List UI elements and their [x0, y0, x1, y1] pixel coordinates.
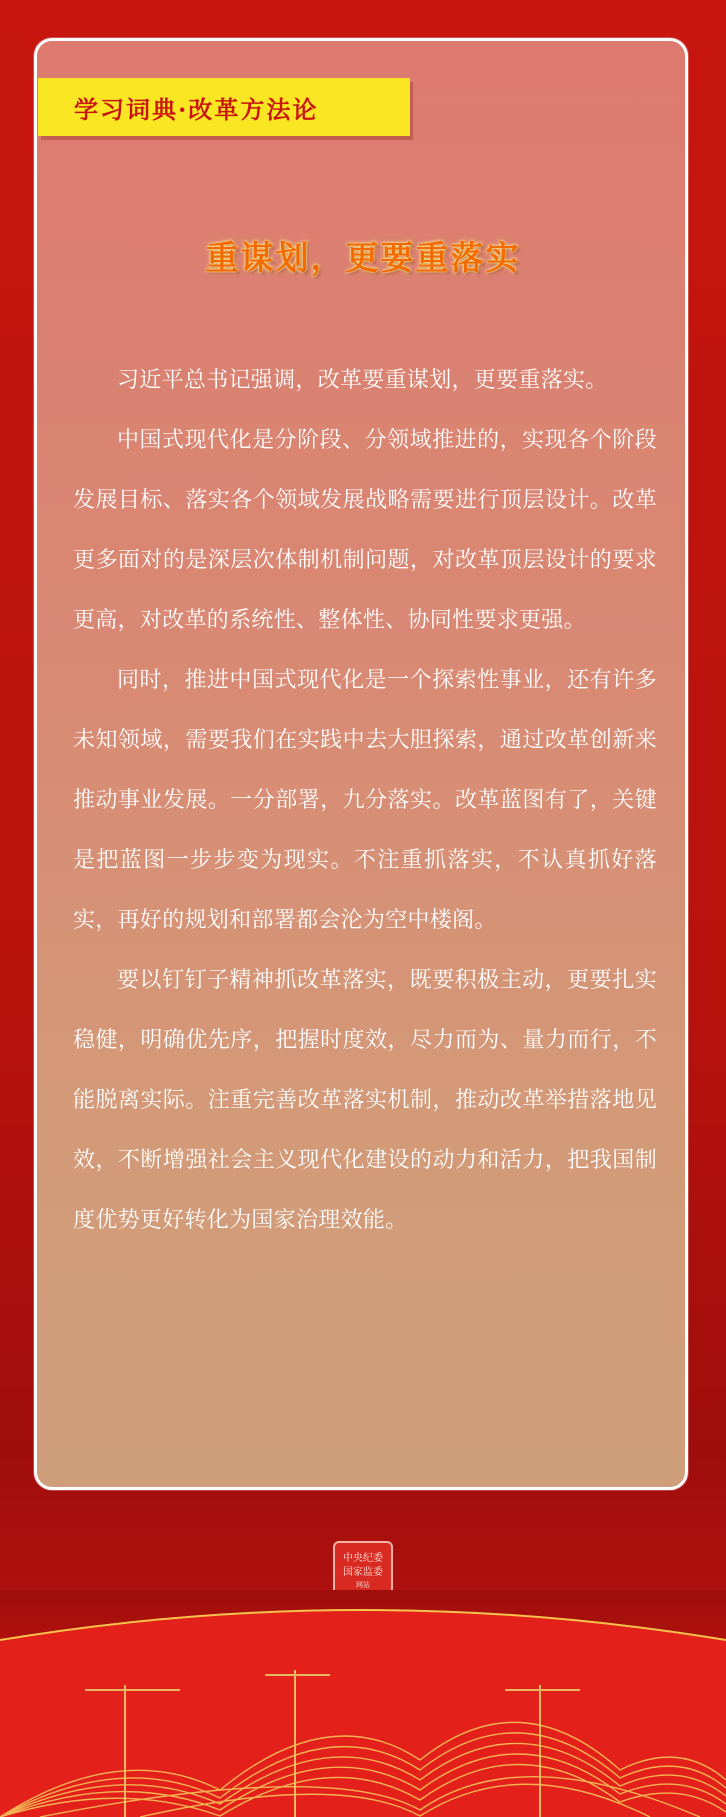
article-paragraph: 同时，推进中国式现代化是一个探索性事业，还有许多未知领域，需要我们在实践中去大胆探索，通过改革创新来推动事业发展。一分部署，九分落实。改革蓝图有了，关键是把蓝图一步步变为现实。不注重抓落实，不认真抓好落实，再好的规划和部署都会沦为空中楼阁。 — [73, 668, 657, 933]
article-paragraph: 要以钉钉子精神抓改革落实，既要积极主动，更要扎实稳健，明确优先序，把握时度效，尽力而为、量力而行，不能脱离实际。注重完善改革落实机制，推动改革举措落地见效，不断增强社会主义现代化建设的动力和活力，把我国制度优势更好转化为国家治理效能。 — [73, 968, 657, 1233]
section-tag — [38, 78, 410, 136]
article-paragraph: 习近平总书记强调，改革要重谋划，更要重落实。 — [117, 368, 608, 393]
section-tag-label: 学习词典·改革方法论 — [74, 94, 319, 124]
article-paragraph: 中国式现代化是分阶段、分领域推进的，实现各个阶段发展目标、落实各个领域发展战略需要进行顶层设计。改革更多面对的是深层次体制机制问题，对改革顶层设计的要求更高，对改革的系统性、整体性、协同性要求更强。 — [73, 428, 657, 633]
article-title: 重谋划，更要重落实 — [205, 238, 521, 277]
logo-line: 国家监委 — [343, 1567, 383, 1578]
logo-line: 网站 — [356, 1581, 370, 1589]
article-body — [73, 351, 657, 1251]
decorative-mountains-illustration — [0, 1590, 726, 1817]
logo-line: 中央纪委 — [343, 1553, 383, 1564]
